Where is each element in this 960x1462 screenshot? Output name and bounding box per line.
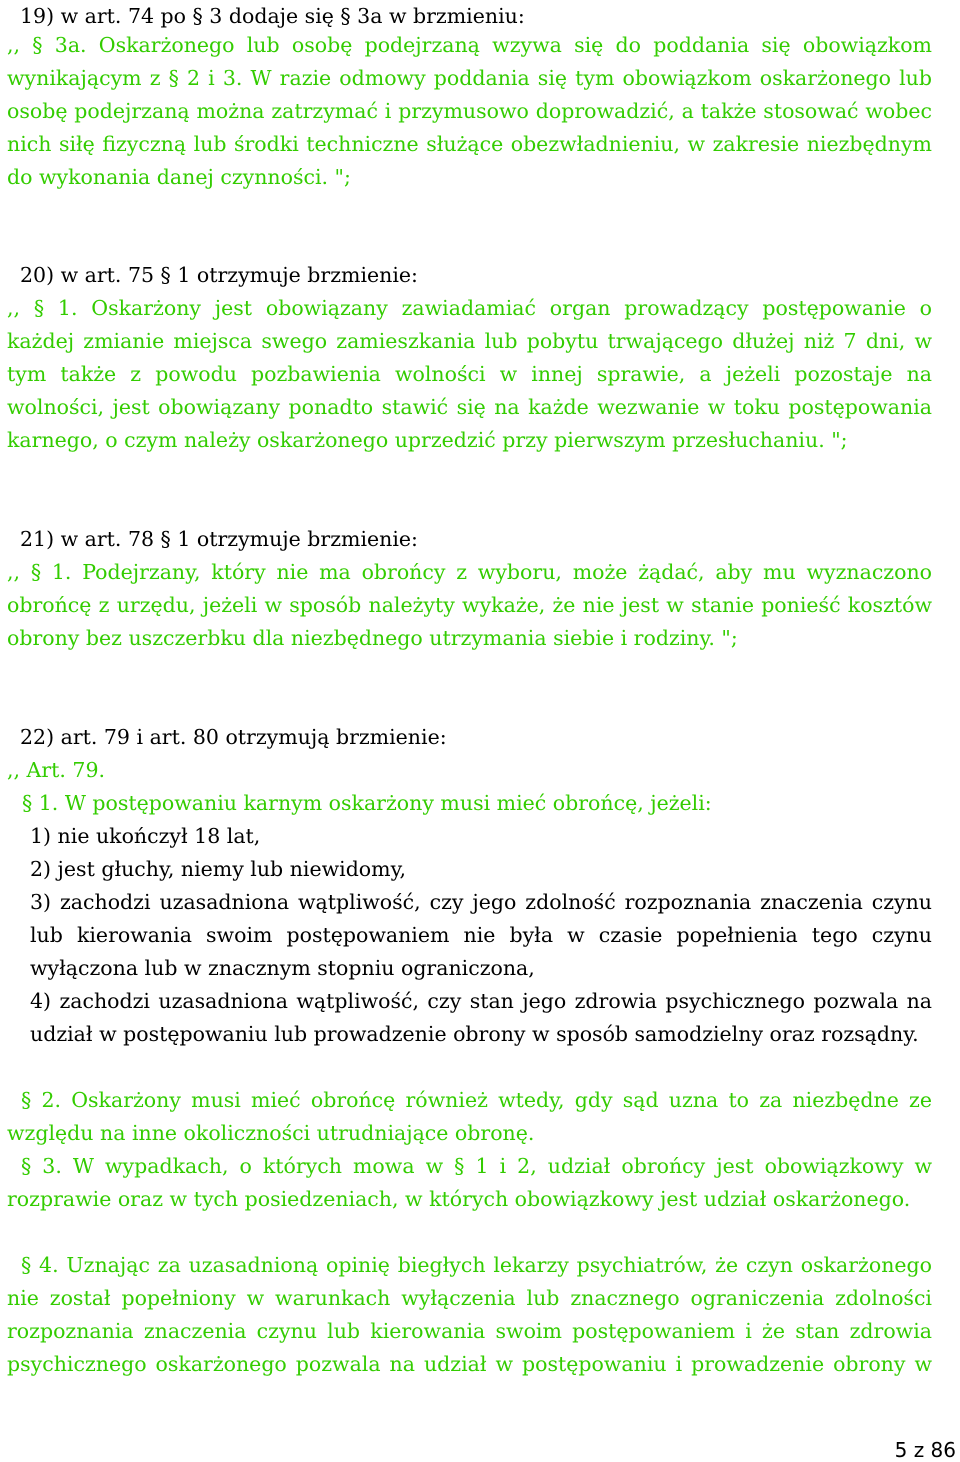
point-21-text: ,, § 1. Podejrzany, który nie ma obrońcy z wyboru, może żądać, aby mu wyznaczono obrońcę z urzędu, jeżeli w sposób należyty wykaże, że nie jest w stanie ponieść kosztów obrony bez uszczerbku dla niezbędnego utrzymania siebie i rodziny. ";: [7, 560, 932, 650]
point-22-heading: 22) art. 79 i art. 80 otrzymują brzmienie:: [20, 725, 447, 749]
point-19-heading: 19) w art. 74 po § 3 dodaje się § 3a w brzmieniu:: [20, 4, 525, 28]
article-79-section-3: § 3. W wypadkach, o których mowa w § 1 i 2, udział obrońcy jest obowiązkowy w rozprawie oraz w tych posiedzeniach, w których obowiązkowy jest udział oskarżonego.: [7, 1154, 932, 1211]
list-item: 3) zachodzi uzasadniona wątpliwość, czy jego zdolność rozpoznania znaczenia czynu lub kierowania swoim postępowaniem nie była w czasie popełnienia tego czynu wyłączona lub w znacznym stopniu ograniczona,: [30, 890, 932, 980]
article-79-title: ,, Art. 79.: [7, 758, 106, 782]
list-item: 1) nie ukończył 18 lat,: [30, 824, 261, 848]
point-20-heading: 20) w art. 75 § 1 otrzymuje brzmienie:: [20, 263, 418, 287]
point-21-heading: 21) w art. 78 § 1 otrzymuje brzmienie:: [20, 527, 418, 551]
article-79-section-2: § 2. Oskarżony musi mieć obrońcę również wtedy, gdy sąd uzna to za niezbędne ze względu na inne okoliczności utrudniające obronę.: [7, 1088, 932, 1145]
list-item: 2) jest głuchy, niemy lub niewidomy,: [30, 857, 406, 881]
list-item: 4) zachodzi uzasadniona wątpliwość, czy stan jego zdrowia psychicznego pozwala na udział w postępowaniu lub prowadzenie obrony w sposób samodzielny oraz rozsądny.: [30, 989, 932, 1046]
article-79-section-4: § 4. Uznając za uzasadnioną opinię biegłych lekarzy psychiatrów, że czyn oskarżonego nie został popełniony w warunkach wyłączenia lub znacznego ograniczenia zdolności rozpoznania znaczenia czynu lub kierowania swoim postępowaniem i że stan zdrowia psychicznego oskarżonego pozwala na udział w postępowaniu i prowadzenie obrony w: [7, 1253, 932, 1376]
point-19-text: ,, § 3a. Oskarżonego lub osobę podejrzaną wzywa się do poddania się obowiązkom wynikającym z § 2 i 3. W razie odmowy poddania się tym obowiązkom oskarżonego lub osobę podejrzaną można zatrzymać i przymusowo doprowadzić, a także stosować wobec nich siłę fizyczną lub środki techniczne służące obezwładnieniu, w zakresie niezbędnym do wykonania danej czynności. ";: [7, 33, 932, 189]
article-79-section-1: § 1. W postępowaniu karnym oskarżony musi mieć obrońcę, jeżeli:: [22, 791, 712, 815]
point-20-text: ,, § 1. Oskarżony jest obowiązany zawiadamiać organ prowadzący postępowanie o każdej zmianie miejsca swego zamieszkania lub pobytu trwającego dłużej niż 7 dni, w tym także z powodu pozbawienia wolności w innej sprawie, a jeżeli pozostaje na wolności, jest obowiązany ponadto stawić się na każde wezwanie w toku postępowania karnego, o czym należy oskarżonego uprzedzić przy pierwszym przesłuchaniu. ";: [7, 296, 932, 452]
page-number: 5 z 86: [894, 1438, 956, 1462]
